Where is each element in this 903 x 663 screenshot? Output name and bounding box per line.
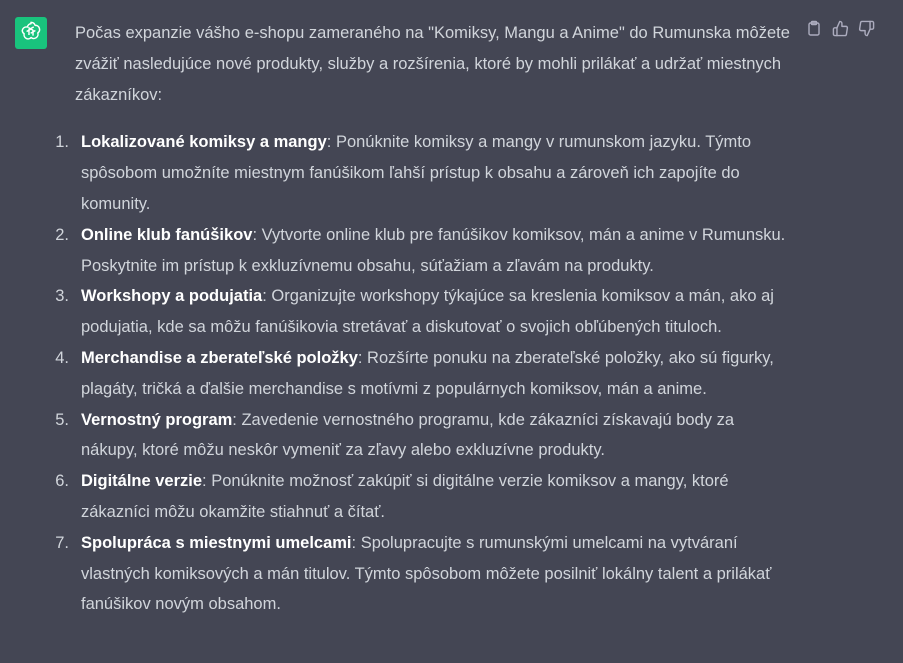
list-number: 7. <box>55 533 69 552</box>
item-title: Spolupráca s miestnymi umelcami <box>81 533 352 552</box>
copy-button[interactable] <box>804 20 824 42</box>
list-item <box>55 220 790 282</box>
item-title: Merchandise a zberateľské položky <box>81 348 358 367</box>
item-title: Online klub fanúšikov <box>81 225 253 244</box>
message-actions <box>804 20 876 42</box>
item-text: : Ponúknite komiksy a mangy v rumunskom jazyku. Týmto spôsobom umožníte miestnym fanúšikom ľahší prístup k obsahu a zároveň ich zapojíte do komunity. <box>81 133 752 213</box>
list-number: 1. <box>55 133 69 152</box>
item-text: : Zavedenie vernostného programu, kde zákazníci získavajú body za nákupy, ktoré môžu neskôr vymeniť za zľavy alebo exkluzívne produkty. <box>81 410 734 460</box>
like-button[interactable] <box>830 20 850 42</box>
item-title: Workshopy a podujatia <box>81 287 263 306</box>
clipboard-icon <box>806 20 822 42</box>
message-intro: Počas expanzie vášho e-shopu zameraného na "Komiksy, Mangu a Anime" do Rumunska môžete zvážiť nasledujúce nové produkty, služby a rozšírenia, ktoré by mohli prilákať a udržať miestnych zákazníkov: <box>75 24 790 104</box>
list-item <box>55 127 790 219</box>
list-item <box>55 281 790 343</box>
item-title: Lokalizované komiksy a mangy <box>81 133 327 152</box>
list-item <box>55 405 790 467</box>
item-title: Digitálne verzie <box>81 472 203 491</box>
openai-logo-icon <box>20 20 42 47</box>
list-number: 3. <box>55 287 69 306</box>
item-text: : Organizujte workshopy týkajúce sa kreslenia komiksov a mán, ako aj podujatia, kde sa môžu fanúšikovia stretávať a diskutovať o svojich obľúbených tituloch. <box>81 287 774 337</box>
assistant-message <box>55 18 790 620</box>
list-item <box>55 343 790 405</box>
item-text: : Spolupracujte s rumunskými umelcami na vytváraní vlastných komiksových a mán titulov. Týmto spôsobom môžete posilniť lokálny talent a prilákať fanúšikov novým obsahom. <box>81 533 772 614</box>
list-number: 2. <box>55 225 69 244</box>
list-item <box>55 528 790 620</box>
item-text: : Rozšírte ponuku na zberateľské položky, ako sú figurky, plagáty, tričká a ďalšie merchandise s motívmi z populárnych komiksov, mán a anime. <box>81 348 774 398</box>
suggestion-list <box>55 127 790 620</box>
item-title: Vernostný program <box>81 410 233 429</box>
list-number: 6. <box>55 472 69 491</box>
assistant-avatar <box>15 17 47 49</box>
thumbs-up-icon <box>832 20 849 42</box>
list-item <box>55 466 790 528</box>
list-number: 5. <box>55 410 69 429</box>
list-number: 4. <box>55 348 69 367</box>
item-text: : Vytvorte online klub pre fanúšikov komiksov, mán a anime v Rumunsku. Poskytnite im prístup k exkluzívnemu obsahu, súťažiam a zľavám na produkty. <box>81 225 786 275</box>
thumbs-down-icon <box>858 20 875 42</box>
dislike-button[interactable] <box>856 20 876 42</box>
item-text: : Ponúknite možnosť zakúpiť si digitálne verzie komiksov a mangy, ktoré zákazníci môžu okamžite stiahnuť a čítať. <box>81 472 729 521</box>
